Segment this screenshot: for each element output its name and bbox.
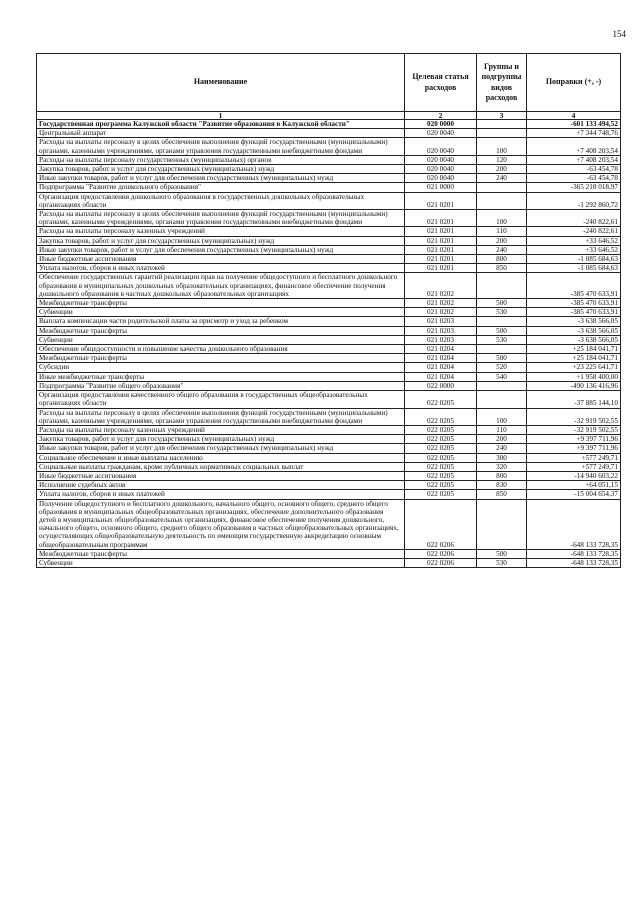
row-group: 520	[477, 363, 527, 372]
row-name: Организация предоставления качественного общего образования в государственных общеобразовательных организациях области	[37, 391, 405, 408]
row-group: 240	[477, 174, 527, 183]
row-group: 530	[477, 308, 527, 317]
row-code: 022 0205	[405, 391, 477, 408]
row-code: 021 0000	[405, 183, 477, 192]
table-row	[37, 264, 621, 273]
row-name: Социальное обеспечение и иные выплаты населению	[37, 453, 405, 462]
row-name: Субвенции	[37, 308, 405, 317]
row-name: Обеспечение государственных гарантий реализации прав на получение общедоступного и бесплатного дошкольного образования в муниципальных дошкольных образовательных организациях, финансовое обеспечение получения дошкольного образования в частных дошкольных образовательных организациях	[37, 273, 405, 299]
row-group: 240	[477, 444, 527, 453]
row-group	[477, 183, 527, 192]
budget-amendments-table	[36, 53, 621, 568]
row-code: 021 0201	[405, 210, 477, 227]
table-row	[37, 471, 621, 480]
row-code: 022 0205	[405, 425, 477, 434]
row-amount: -385 470 633,91	[527, 273, 621, 299]
table-row	[37, 462, 621, 471]
row-name: Социальные выплаты гражданам, кроме публичных нормативных социальных выплат	[37, 462, 405, 471]
table-row	[37, 210, 621, 227]
header-amount: Поправки (+, -)	[527, 54, 621, 112]
row-code: 022 0205	[405, 408, 477, 425]
row-group	[477, 381, 527, 390]
row-name: Субвенции	[37, 335, 405, 344]
row-group: 540	[477, 372, 527, 381]
table-row	[37, 408, 621, 425]
row-amount: -601 133 494,52	[527, 120, 621, 129]
row-name: Организация предоставления дошкольного образования в государственных дошкольных образовательных организациях области	[37, 192, 405, 209]
row-code: 022 0205	[405, 490, 477, 499]
row-code: 021 0202	[405, 273, 477, 299]
row-amount: -1 085 684,63	[527, 255, 621, 264]
row-code: 020 0040	[405, 174, 477, 183]
row-amount: +23 225 641,71	[527, 363, 621, 372]
row-group: 100	[477, 408, 527, 425]
row-amount: +9 397 711,96	[527, 444, 621, 453]
row-code: 021 0203	[405, 335, 477, 344]
row-group	[477, 273, 527, 299]
row-group: 200	[477, 165, 527, 174]
row-amount: +25 184 041,71	[527, 354, 621, 363]
row-amount: -37 885 144,10	[527, 391, 621, 408]
table-row	[37, 308, 621, 317]
row-group: 100	[477, 210, 527, 227]
row-code: 021 0202	[405, 299, 477, 308]
row-code: 021 0201	[405, 236, 477, 245]
row-name: Обеспечение общедоступности и повышение качества дошкольного образования	[37, 345, 405, 354]
row-name: Подпрограмма "Развитие дошкольного образования"	[37, 183, 405, 192]
row-amount: -3 638 566,05	[527, 317, 621, 326]
table-row	[37, 129, 621, 138]
header-group: Группы и подгруппы видов расходов	[477, 54, 527, 112]
row-amount: +33 646,52	[527, 245, 621, 254]
row-name: Межбюджетные трансферты	[37, 549, 405, 558]
row-name: Закупка товаров, работ и услуг для государственных (муниципальных) нужд	[37, 236, 405, 245]
row-code: 022 0205	[405, 435, 477, 444]
row-name: Закупка товаров, работ и услуг для государственных (муниципальных) нужд	[37, 435, 405, 444]
row-group: 500	[477, 299, 527, 308]
column-number: 1	[37, 112, 405, 120]
row-code: 021 0201	[405, 264, 477, 273]
row-name: Иные межбюджетные трансферты	[37, 372, 405, 381]
row-group: 850	[477, 264, 527, 273]
row-amount: +25 184 041,71	[527, 345, 621, 354]
row-group: 200	[477, 435, 527, 444]
row-name: Уплата налогов, сборов и иных платежей	[37, 490, 405, 499]
table-row	[37, 299, 621, 308]
header-code: Целевая статья расходов	[405, 54, 477, 112]
table-row	[37, 174, 621, 183]
table-header-row	[37, 54, 621, 112]
column-number: 4	[527, 112, 621, 120]
row-amount: -365 218 018,97	[527, 183, 621, 192]
table-row	[37, 245, 621, 254]
table-row	[37, 236, 621, 245]
row-code: 021 0202	[405, 308, 477, 317]
row-amount: +1 958 400,00	[527, 372, 621, 381]
table-row	[37, 335, 621, 344]
table-body	[37, 120, 621, 568]
row-name: Иные закупки товаров, работ и услуг для обеспечения государственных (муниципальных) нужд	[37, 174, 405, 183]
row-code: 021 0201	[405, 245, 477, 254]
row-group: 100	[477, 138, 527, 155]
row-amount: -3 638 566,05	[527, 335, 621, 344]
row-name: Субсидии	[37, 363, 405, 372]
table-row	[37, 381, 621, 390]
row-amount: -648 133 728,35	[527, 499, 621, 549]
column-number-row	[37, 112, 621, 120]
row-code: 020 0040	[405, 165, 477, 174]
row-amount: -385 470 633,91	[527, 299, 621, 308]
row-group: 120	[477, 155, 527, 164]
table-row	[37, 183, 621, 192]
row-name: Подпрограмма "Развитие общего образования"	[37, 381, 405, 390]
row-name: Выплата компенсации части родительской платы за присмотр и уход за ребенком	[37, 317, 405, 326]
row-amount: +7 344 748,76	[527, 129, 621, 138]
row-group: 300	[477, 453, 527, 462]
row-group: 850	[477, 490, 527, 499]
table-row	[37, 444, 621, 453]
table-row	[37, 391, 621, 408]
row-name: Закупка товаров, работ и услуг для государственных (муниципальных) нужд	[37, 165, 405, 174]
table-row	[37, 499, 621, 549]
row-group	[477, 317, 527, 326]
row-code: 022 0206	[405, 499, 477, 549]
table-row	[37, 138, 621, 155]
row-code: 022 0205	[405, 481, 477, 490]
row-group: 110	[477, 227, 527, 236]
row-code: 021 0201	[405, 227, 477, 236]
row-name: Расходы на выплаты персоналу в целях обеспечения выполнения функций государственными (муниципальными) органами, казенными учреждениями, органами управления государственными внебюджетными фондами	[37, 210, 405, 227]
row-group: 240	[477, 245, 527, 254]
row-amount: -490 136 416,96	[527, 381, 621, 390]
row-amount: -1 085 684,63	[527, 264, 621, 273]
row-amount: +9 397 711,96	[527, 435, 621, 444]
row-amount: -32 919 502,55	[527, 408, 621, 425]
table-row	[37, 317, 621, 326]
row-group: 800	[477, 255, 527, 264]
row-amount: +7 408 203,54	[527, 155, 621, 164]
row-name: Межбюджетные трансферты	[37, 299, 405, 308]
header-name: Наименование	[37, 54, 405, 112]
row-code: 021 0204	[405, 345, 477, 354]
row-code: 020 0000	[405, 120, 477, 129]
row-code: 022 0205	[405, 471, 477, 480]
row-name: Межбюджетные трансферты	[37, 326, 405, 335]
row-amount: -648 133 728,35	[527, 549, 621, 558]
row-amount: +577 249,71	[527, 453, 621, 462]
row-amount: -14 940 603,22	[527, 471, 621, 480]
row-code: 021 0201	[405, 255, 477, 264]
row-group	[477, 120, 527, 129]
table-row	[37, 273, 621, 299]
table-row	[37, 425, 621, 434]
row-group: 530	[477, 335, 527, 344]
row-name: Расходы на выплаты персоналу в целях обеспечения выполнения функций государственными (муниципальными) органами, казенными учреждениями, органами управления государственными внебюджетными фондами	[37, 138, 405, 155]
row-name: Расходы на выплаты персоналу в целях обеспечения выполнения функций государственными (муниципальными) органами, казенными учреждениями, органами управления государственными внебюджетными фондами	[37, 408, 405, 425]
row-code: 020 0040	[405, 138, 477, 155]
row-name: Уплата налогов, сборов и иных платежей	[37, 264, 405, 273]
row-amount: +7 408 203,54	[527, 138, 621, 155]
table-row	[37, 227, 621, 236]
table-row	[37, 558, 621, 567]
row-group: 800	[477, 471, 527, 480]
row-group: 830	[477, 481, 527, 490]
row-amount: +577 249,71	[527, 462, 621, 471]
row-code: 021 0203	[405, 326, 477, 335]
row-code: 021 0204	[405, 363, 477, 372]
row-name: Получение общедоступного и бесплатного дошкольного, начального общего, основного общего, среднего общего образования в муниципальных общеобразовательных организациях, обеспечение дополнительного образования детей в муниципальных общеобразовательных организациях, финансовое обеспечение получения дошкольного, начального общего, основного общего, среднего общего образования в частных общеобразовательных организациях, осуществляющих общеобразовательную деятельность по имеющим государственную аккредитацию основным общеобразовательным программам	[37, 499, 405, 549]
row-group	[477, 129, 527, 138]
row-group: 110	[477, 425, 527, 434]
row-name: Расходы на выплаты персоналу казенных учреждений	[37, 425, 405, 434]
row-amount: -15 004 654,37	[527, 490, 621, 499]
row-name: Иные бюджетные ассигнования	[37, 471, 405, 480]
table-row	[37, 120, 621, 129]
table-row	[37, 435, 621, 444]
row-code: 020 0040	[405, 129, 477, 138]
row-group: 530	[477, 558, 527, 567]
row-group	[477, 499, 527, 549]
row-group: 500	[477, 326, 527, 335]
table-row	[37, 481, 621, 490]
row-name: Государственная программа Калужской области "Развитие образования в Калужской области"	[37, 120, 405, 129]
row-amount: +33 646,52	[527, 236, 621, 245]
table-row	[37, 490, 621, 499]
row-code: 021 0204	[405, 372, 477, 381]
table-row	[37, 192, 621, 209]
row-amount: -63 454,78	[527, 165, 621, 174]
row-group: 320	[477, 462, 527, 471]
row-group: 200	[477, 236, 527, 245]
row-amount: -385 470 633,91	[527, 308, 621, 317]
row-amount: +64 051,15	[527, 481, 621, 490]
row-group	[477, 345, 527, 354]
row-code: 022 0206	[405, 558, 477, 567]
table-row	[37, 549, 621, 558]
row-group	[477, 192, 527, 209]
row-name: Иные закупки товаров, работ и услуг для обеспечения государственных (муниципальных) нужд	[37, 245, 405, 254]
table-row	[37, 363, 621, 372]
row-code: 021 0204	[405, 354, 477, 363]
row-code: 022 0205	[405, 444, 477, 453]
row-amount: -240 822,61	[527, 210, 621, 227]
row-code: 020 0040	[405, 155, 477, 164]
row-name: Межбюджетные трансферты	[37, 354, 405, 363]
table-row	[37, 354, 621, 363]
row-name: Центральный аппарат	[37, 129, 405, 138]
row-name: Исполнение судебных актов	[37, 481, 405, 490]
row-amount: -648 133 728,35	[527, 558, 621, 567]
row-code: 021 0203	[405, 317, 477, 326]
row-code: 022 0205	[405, 453, 477, 462]
row-group: 500	[477, 549, 527, 558]
row-amount: -1 292 860,72	[527, 192, 621, 209]
row-group: 500	[477, 354, 527, 363]
row-amount: -3 638 566,05	[527, 326, 621, 335]
table-row	[37, 372, 621, 381]
row-name: Субвенции	[37, 558, 405, 567]
table-row	[37, 345, 621, 354]
table-row	[37, 255, 621, 264]
row-code: 022 0205	[405, 462, 477, 471]
row-name: Иные закупки товаров, работ и услуг для обеспечения государственных (муниципальных) нужд	[37, 444, 405, 453]
column-number: 2	[405, 112, 477, 120]
row-amount: -32 919 502,55	[527, 425, 621, 434]
table-row	[37, 165, 621, 174]
table-row	[37, 453, 621, 462]
row-name: Расходы на выплаты персоналу государственных (муниципальных) органов	[37, 155, 405, 164]
row-code: 022 0206	[405, 549, 477, 558]
row-code: 021 0201	[405, 192, 477, 209]
table-row	[37, 155, 621, 164]
page-number: 154	[612, 29, 626, 39]
row-name: Расходы на выплаты персоналу казенных учреждений	[37, 227, 405, 236]
row-amount: -63 454,78	[527, 174, 621, 183]
row-group	[477, 391, 527, 408]
column-number: 3	[477, 112, 527, 120]
table-row	[37, 326, 621, 335]
row-name: Иные бюджетные ассигнования	[37, 255, 405, 264]
row-amount: -240 822,61	[527, 227, 621, 236]
row-code: 022 0000	[405, 381, 477, 390]
